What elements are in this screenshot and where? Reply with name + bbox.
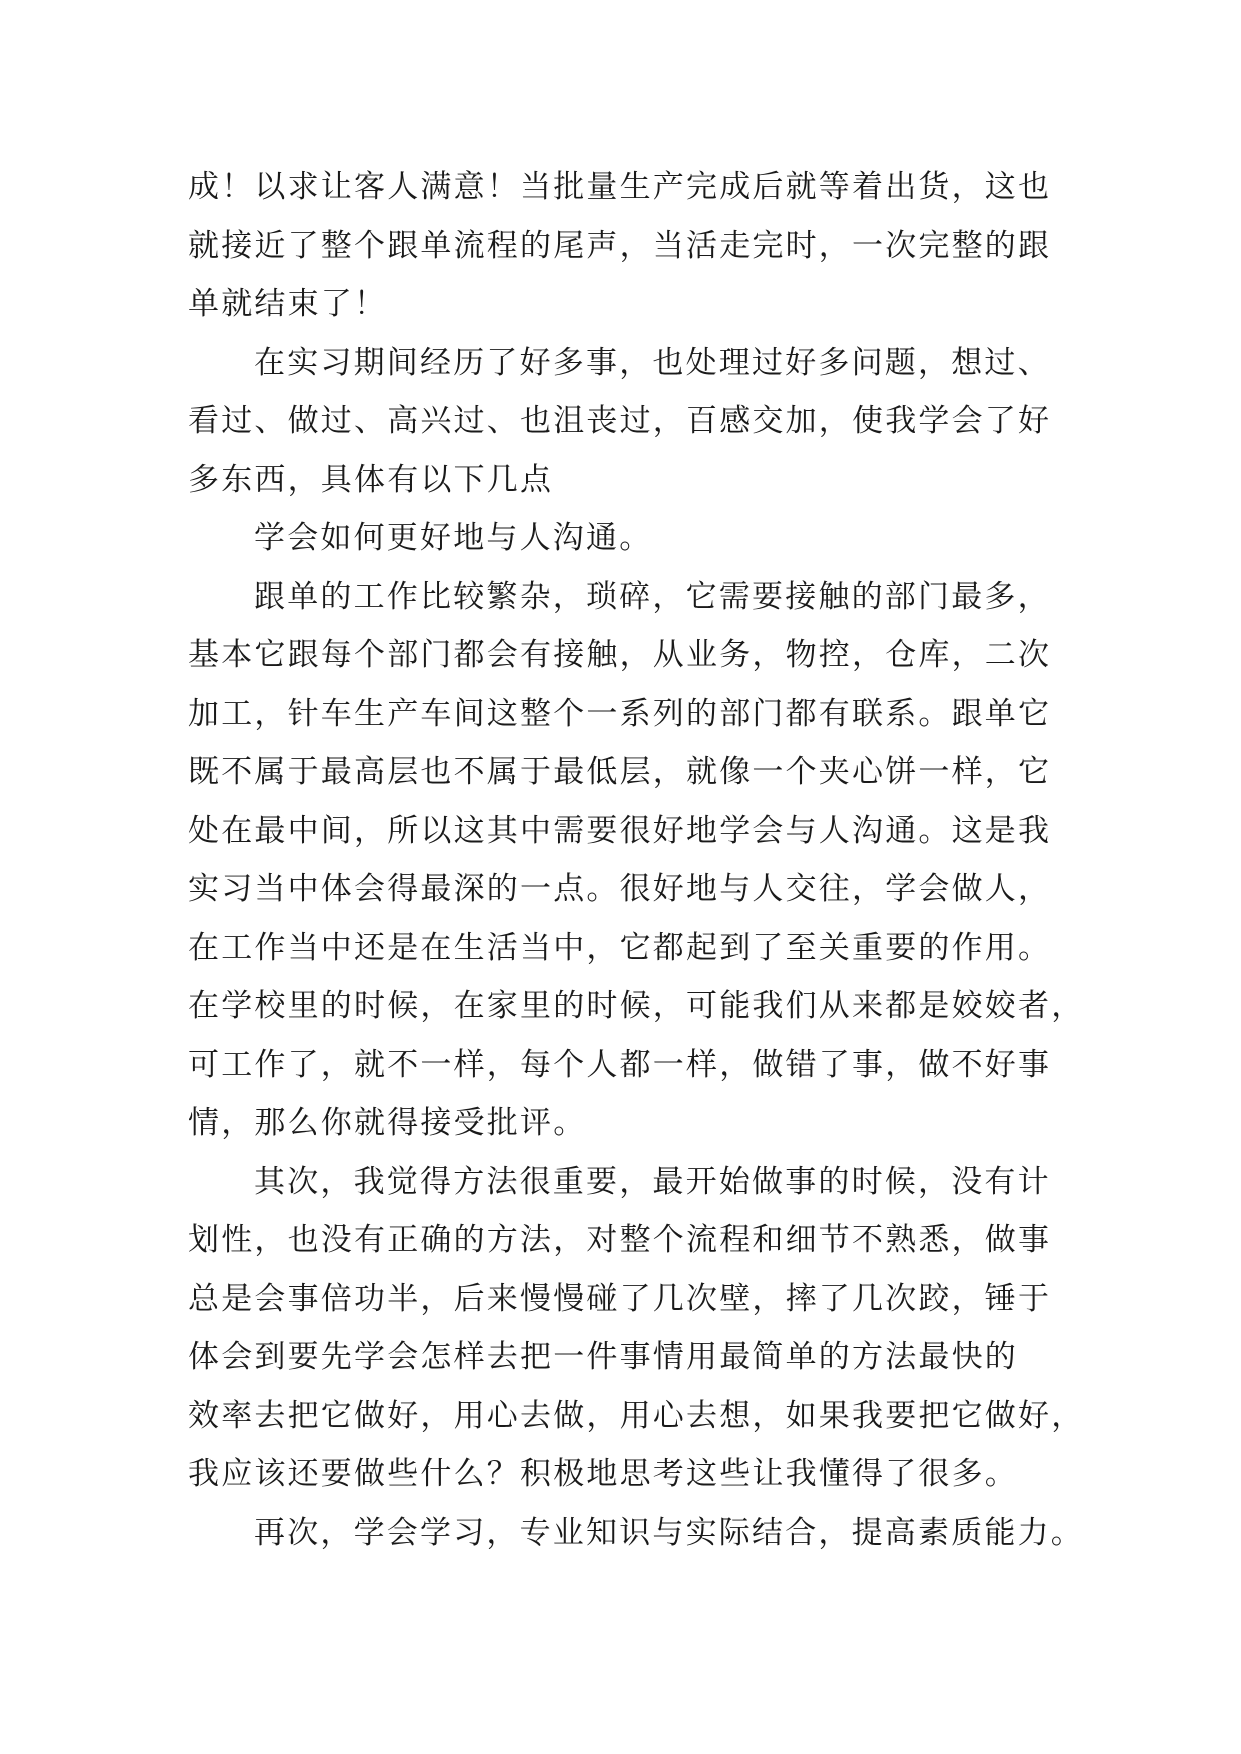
text-line: 加工，针车生产车间这整个一系列的部门都有联系。跟单它 xyxy=(188,695,1052,732)
text-line: 划性，也没有正确的方法，对整个流程和细节不熟悉，做事 xyxy=(188,1222,1052,1258)
paragraph xyxy=(188,1504,1084,1563)
text-line: 其次，我觉得方法很重要，最开始做事的时候，没有计 xyxy=(254,1163,1051,1200)
text-line: 看过、做过、高兴过、也沮丧过，百感交加，使我学会了好 xyxy=(188,403,1052,439)
paragraph xyxy=(188,334,1068,510)
text-line: 情，那么你就得接受批评。 xyxy=(188,1105,587,1141)
text-line: 多东西，具体有以下几点 xyxy=(188,461,554,498)
text-line: 可工作了，就不一样，每个人都一样，做错了事，做不好事 xyxy=(188,1046,1052,1083)
text-line: 总是会事倍功半，后来慢慢碰了几次壁，摔了几次跤，锤于 xyxy=(188,1280,1052,1317)
text-line: 在学校里的时候，在家里的时候，可能我们从来都是姣姣者， xyxy=(188,988,1085,1024)
text-line: 基本它跟每个部门都会有接触，从业务，物控，仓库，二次 xyxy=(188,637,1052,673)
text-line: 处在最中间，所以这其中需要很好地学会与人沟通。这是我 xyxy=(188,812,1052,849)
text-line: 在工作当中还是在生活当中，它都起到了至关重要的作用。 xyxy=(188,929,1052,966)
text-line: 跟单的工作比较繁杂，琐碎，它需要接触的部门最多， xyxy=(254,578,1051,615)
text-line: 再次，学会学习，专业知识与实际结合，提高素质能力。 xyxy=(254,1514,1084,1551)
paragraph xyxy=(188,509,1068,568)
text-line: 既不属于最高层也不属于最低层，就像一个夹心饼一样，它 xyxy=(188,754,1052,790)
text-line: 效率去把它做好，用心去做，用心去想，如果我要把它做好， xyxy=(188,1397,1085,1434)
paragraph xyxy=(188,568,1085,1153)
text-line: 就接近了整个跟单流程的尾声，当活走完时，一次完整的跟 xyxy=(188,227,1052,264)
text-line: 实习当中体会得最深的一点。很好地与人交往，学会做人， xyxy=(188,871,1052,907)
body-text xyxy=(188,158,1085,1562)
text-line: 单就结束了！ xyxy=(188,286,388,322)
text-line: 我应该还要做些什么？积极地思考这些让我懂得了很多。 xyxy=(188,1456,1018,1492)
text-line: 在实习期间经历了好多事，也处理过好多问题，想过、 xyxy=(254,344,1051,381)
text-line: 学会如何更好地与人沟通。 xyxy=(254,520,653,556)
text-line: 体会到要先学会怎样去把一件事情用最简单的方法最快的 xyxy=(188,1339,1018,1375)
text-line: 成！以求让客人满意！当批量生产完成后就等着出货，这也 xyxy=(188,169,1052,205)
paragraph xyxy=(188,1153,1085,1504)
paragraph xyxy=(188,158,1068,334)
